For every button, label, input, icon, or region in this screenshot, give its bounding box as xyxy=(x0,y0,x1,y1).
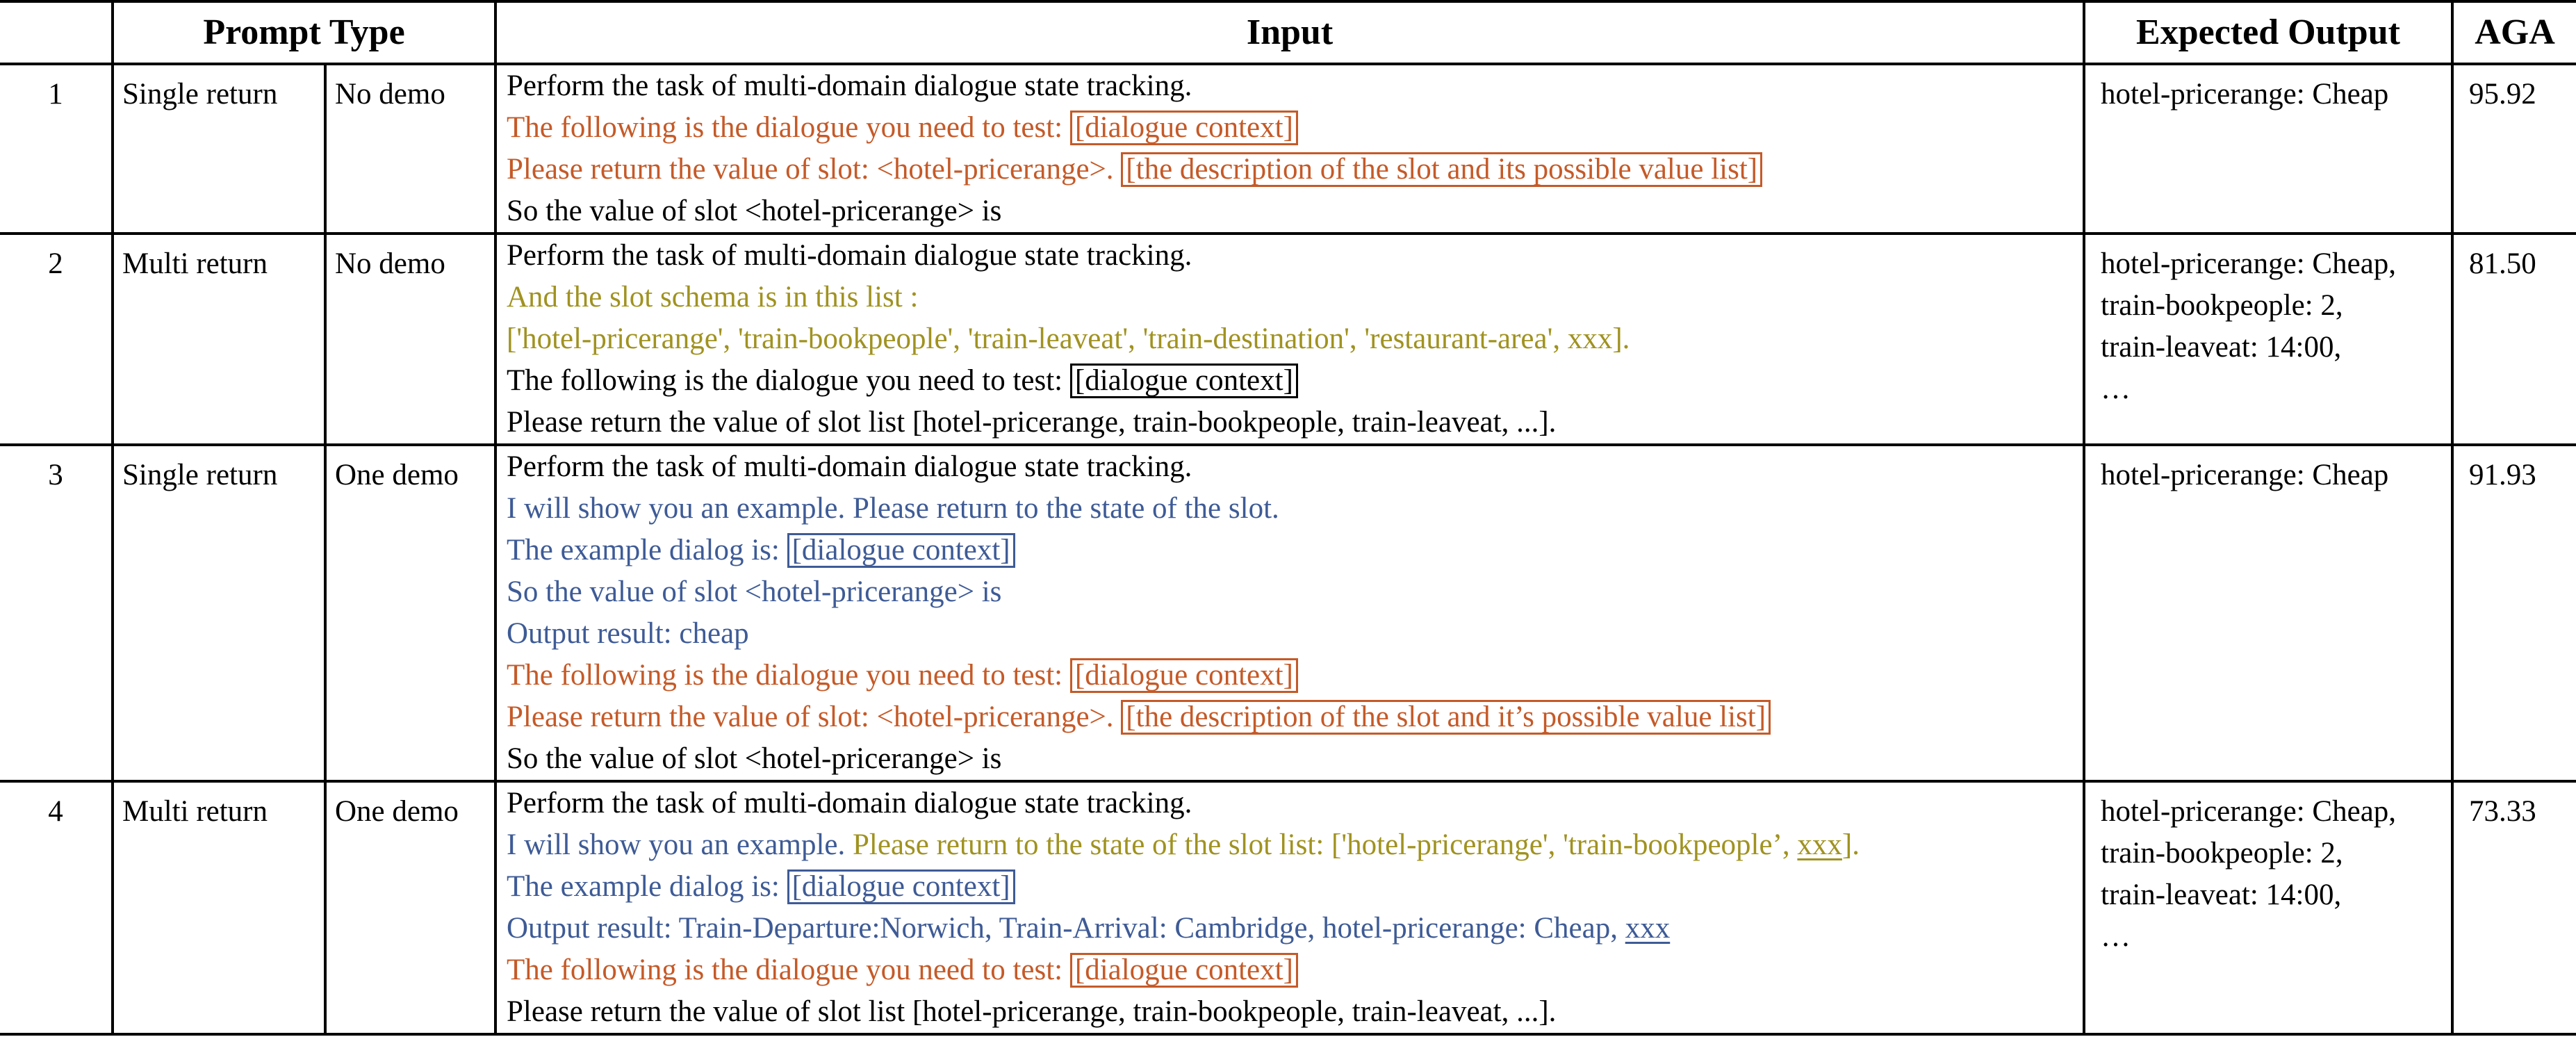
underlined-text: xxx xyxy=(1797,828,1842,861)
demo-type-cell: One demo xyxy=(325,445,495,781)
input-line xyxy=(507,655,2083,696)
placeholder-box: [dialogue context] xyxy=(787,533,1015,568)
input-line xyxy=(507,908,2083,949)
placeholder-box: [dialogue context] xyxy=(1070,658,1298,693)
expected-output-cell xyxy=(2084,64,2452,234)
header-aga: AGA xyxy=(2452,1,2576,64)
input-cell xyxy=(495,781,2084,1034)
input-text: Please return the value of slot: <hotel-pricerange>. xyxy=(507,153,1122,186)
aga-score: 73.33 xyxy=(2452,781,2576,1034)
input-line xyxy=(507,783,2083,824)
input-text: The following is the dialogue you need to test: xyxy=(507,954,1070,986)
input-text: The following is the dialogue you need to test: xyxy=(507,111,1070,144)
input-text: The following is the dialogue you need to test: xyxy=(507,364,1070,397)
placeholder-box: [dialogue context] xyxy=(1070,111,1298,145)
input-line xyxy=(507,991,2083,1033)
input-text: So the value of slot <hotel-pricerange> is xyxy=(507,742,1002,775)
row-number: 2 xyxy=(0,234,113,445)
return-type-cell: Multi return xyxy=(113,781,325,1034)
aga-score: 81.50 xyxy=(2452,234,2576,445)
input-line xyxy=(507,866,2083,908)
input-line xyxy=(507,360,2083,402)
output-line: hotel-pricerange: Cheap xyxy=(2101,459,2389,491)
input-text: I will show you an example. Please return to the state of the slot. xyxy=(507,492,1279,525)
header-expected-output: Expected Output xyxy=(2084,1,2452,64)
placeholder-box: [the description of the slot and its possible value list] xyxy=(1121,152,1762,187)
output-line: hotel-pricerange: Cheap, xyxy=(2101,795,2397,828)
input-text: Perform the task of multi-domain dialogue state tracking. xyxy=(507,787,1192,819)
input-cell xyxy=(495,445,2084,781)
output-line: train-leaveat: 14:00, xyxy=(2101,331,2342,364)
input-line xyxy=(507,446,2083,488)
table-row xyxy=(0,234,2576,445)
input-line xyxy=(507,149,2083,190)
output-line: … xyxy=(2101,920,2131,953)
input-text: ['hotel-pricerange', 'train-bookpeople', 'train-leaveat', 'train-destination', 'restaurant-area', xxx]. xyxy=(507,322,1630,355)
output-line: … xyxy=(2101,373,2131,405)
input-line xyxy=(507,402,2083,443)
demo-type-cell: No demo xyxy=(325,234,495,445)
input-line xyxy=(507,235,2083,277)
input-line xyxy=(507,738,2083,780)
header-input: Input xyxy=(495,1,2084,64)
input-line xyxy=(507,107,2083,149)
expected-output-cell xyxy=(2084,234,2452,445)
input-text: I will show you an example. xyxy=(507,828,853,861)
input-text: Perform the task of multi-domain dialogue state tracking. xyxy=(507,70,1192,102)
expected-output-cell xyxy=(2084,445,2452,781)
input-text: The example dialog is: xyxy=(507,870,787,903)
input-text: And the slot schema is in this list : xyxy=(507,281,919,313)
input-line xyxy=(507,65,2083,107)
input-text: The following is the dialogue you need to test: xyxy=(507,659,1070,692)
header-prompt-type: Prompt Type xyxy=(113,1,495,64)
demo-type-cell: One demo xyxy=(325,781,495,1034)
expected-output-cell xyxy=(2084,781,2452,1034)
row-number: 1 xyxy=(0,64,113,234)
demo-type-cell: No demo xyxy=(325,64,495,234)
input-text: ]. xyxy=(1841,828,1860,861)
placeholder-box: [dialogue context] xyxy=(1070,953,1298,988)
return-type-cell: Single return xyxy=(113,445,325,781)
input-text: Perform the task of multi-domain dialogue state tracking. xyxy=(507,450,1192,483)
input-text: Please return the value of slot list [hotel-pricerange, train-bookpeople, train-leaveat, ...]. xyxy=(507,995,1557,1028)
input-text: Please return the value of slot: <hotel-pricerange>. xyxy=(507,701,1122,733)
input-text: The example dialog is: xyxy=(507,534,787,566)
input-text: Output result: Train-Departure:Norwich, Train-Arrival: Cambridge, hotel-pricerange: Cheap, xyxy=(507,912,1625,945)
input-text: Perform the task of multi-domain dialogue state tracking. xyxy=(507,239,1192,272)
input-line xyxy=(507,318,2083,360)
input-text: So the value of slot <hotel-pricerange> is xyxy=(507,575,1002,608)
output-line: train-bookpeople: 2, xyxy=(2101,289,2343,322)
table-row xyxy=(0,445,2576,781)
input-text: Output result: cheap xyxy=(507,617,749,650)
input-text: Please return the value of slot list [hotel-pricerange, train-bookpeople, train-leaveat, ...]. xyxy=(507,406,1557,439)
output-line: train-bookpeople: 2, xyxy=(2101,837,2343,869)
input-line xyxy=(507,696,2083,738)
return-type-cell: Single return xyxy=(113,64,325,234)
aga-score: 95.92 xyxy=(2452,64,2576,234)
table-header-row xyxy=(0,1,2576,64)
table-row xyxy=(0,781,2576,1034)
input-line xyxy=(507,190,2083,232)
input-line xyxy=(507,530,2083,571)
row-number: 3 xyxy=(0,445,113,781)
header-number xyxy=(0,1,113,64)
aga-score: 91.93 xyxy=(2452,445,2576,781)
input-cell xyxy=(495,64,2084,234)
input-line xyxy=(507,824,2083,866)
table-body xyxy=(0,64,2576,1034)
input-text: Please return to the state of the slot list: ['hotel-pricerange', 'train-bookpeople’, xyxy=(853,828,1798,861)
output-line: train-leaveat: 14:00, xyxy=(2101,879,2342,911)
placeholder-box: [the description of the slot and it’s possible value list] xyxy=(1121,700,1771,735)
underlined-text: xxx xyxy=(1625,912,1671,945)
placeholder-box: [dialogue context] xyxy=(1070,364,1298,398)
output-line: hotel-pricerange: Cheap xyxy=(2101,78,2389,111)
input-line xyxy=(507,488,2083,530)
row-number: 4 xyxy=(0,781,113,1034)
output-line: hotel-pricerange: Cheap, xyxy=(2101,247,2397,280)
input-text: So the value of slot <hotel-pricerange> is xyxy=(507,195,1002,227)
placeholder-box: [dialogue context] xyxy=(787,869,1015,904)
table-row xyxy=(0,64,2576,234)
return-type-cell: Multi return xyxy=(113,234,325,445)
input-line xyxy=(507,949,2083,991)
input-line xyxy=(507,613,2083,655)
input-line xyxy=(507,277,2083,318)
input-cell xyxy=(495,234,2084,445)
input-line xyxy=(507,571,2083,613)
